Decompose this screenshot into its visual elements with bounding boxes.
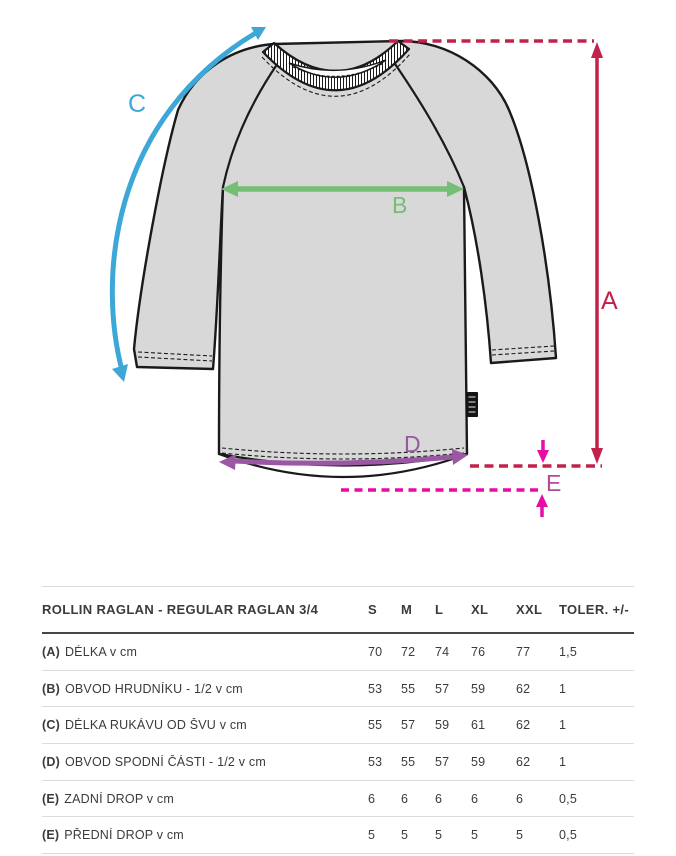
row-label bbox=[42, 645, 368, 659]
cell-value: 57 bbox=[401, 718, 416, 733]
table-row bbox=[42, 817, 634, 854]
size-table bbox=[42, 586, 634, 854]
cell-value: 1 bbox=[559, 754, 567, 769]
cell-value: 55 bbox=[368, 718, 383, 733]
row-label bbox=[42, 755, 368, 769]
cell-value: 70 bbox=[368, 644, 383, 659]
cell-value: 0,5 bbox=[559, 828, 577, 843]
row-label-text: ZADNÍ DROP v cm bbox=[64, 791, 174, 806]
measurement-label-c: C bbox=[128, 90, 147, 118]
cell-value: 53 bbox=[368, 681, 383, 696]
cell-value: 57 bbox=[435, 681, 450, 696]
brand-tag bbox=[466, 392, 478, 417]
cell-value: 74 bbox=[435, 644, 450, 659]
cell-value: 62 bbox=[516, 681, 531, 696]
cell-value: 1 bbox=[559, 681, 567, 696]
table-row bbox=[42, 634, 634, 671]
cell-value: 6 bbox=[401, 791, 409, 806]
row-label-text: DÉLKA v cm bbox=[64, 644, 138, 659]
cell-value: 6 bbox=[516, 791, 524, 806]
column-header-xl: XL bbox=[471, 602, 489, 617]
row-key: (E) bbox=[42, 791, 60, 806]
cell-value: 0,5 bbox=[559, 791, 577, 806]
cell-value: 5 bbox=[471, 828, 479, 843]
cell-value: 62 bbox=[516, 718, 531, 733]
cell-value: 59 bbox=[471, 681, 486, 696]
cell-value: 72 bbox=[401, 644, 416, 659]
cell-value: 77 bbox=[516, 644, 531, 659]
column-header-m: M bbox=[401, 602, 413, 617]
column-header-l: L bbox=[435, 602, 444, 617]
cell-value: 1 bbox=[559, 718, 567, 733]
cell-value: 5 bbox=[401, 828, 409, 843]
row-key: (E) bbox=[42, 828, 60, 843]
table-row bbox=[42, 781, 634, 818]
cell-value: 59 bbox=[471, 754, 486, 769]
cell-value: 5 bbox=[435, 828, 443, 843]
cell-value: 6 bbox=[368, 791, 376, 806]
table-row bbox=[42, 744, 634, 781]
measurement-label-d: D bbox=[404, 431, 421, 457]
cell-value: 55 bbox=[401, 754, 416, 769]
cell-value: 57 bbox=[435, 754, 450, 769]
row-label bbox=[42, 792, 368, 806]
table-title: ROLLIN RAGLAN - REGULAR RAGLAN 3/4 bbox=[42, 602, 319, 617]
row-label-text: OBVOD HRUDNÍKU - 1/2 v cm bbox=[64, 681, 243, 696]
row-label-text: PŘEDNÍ DROP v cm bbox=[64, 828, 184, 843]
cell-value: 76 bbox=[471, 644, 486, 659]
cell-value: 5 bbox=[516, 828, 524, 843]
table-row bbox=[42, 707, 634, 744]
row-key: (D) bbox=[42, 754, 60, 769]
cell-value: 62 bbox=[516, 754, 531, 769]
row-label-text: DÉLKA RUKÁVU OD ŠVU v cm bbox=[64, 718, 247, 733]
row-label bbox=[42, 828, 368, 842]
cell-value: 6 bbox=[471, 791, 479, 806]
row-key: (C) bbox=[42, 718, 60, 733]
row-label-text: OBVOD SPODNÍ ČÁSTI - 1/2 v cm bbox=[64, 754, 266, 769]
row-label bbox=[42, 718, 368, 732]
row-key: (A) bbox=[42, 644, 60, 659]
measurement-label-b: B bbox=[392, 192, 408, 218]
cell-value: 5 bbox=[368, 828, 376, 843]
table-row bbox=[42, 671, 634, 708]
shirt-outline bbox=[134, 41, 556, 477]
column-header-toler: TOLER. +/- bbox=[559, 602, 630, 617]
cell-value: 1,5 bbox=[559, 644, 577, 659]
cell-value: 61 bbox=[471, 718, 486, 733]
measurement-label-a: A bbox=[601, 287, 618, 315]
size-table-header bbox=[42, 586, 634, 634]
cell-value: 53 bbox=[368, 754, 383, 769]
column-header-s: S bbox=[368, 602, 378, 617]
column-header-xxl: XXL bbox=[516, 602, 543, 617]
row-label bbox=[42, 682, 368, 696]
cell-value: 55 bbox=[401, 681, 416, 696]
row-key: (B) bbox=[42, 681, 60, 696]
cell-value: 59 bbox=[435, 718, 450, 733]
measurement-label-e: E bbox=[546, 470, 562, 496]
cell-value: 6 bbox=[435, 791, 443, 806]
